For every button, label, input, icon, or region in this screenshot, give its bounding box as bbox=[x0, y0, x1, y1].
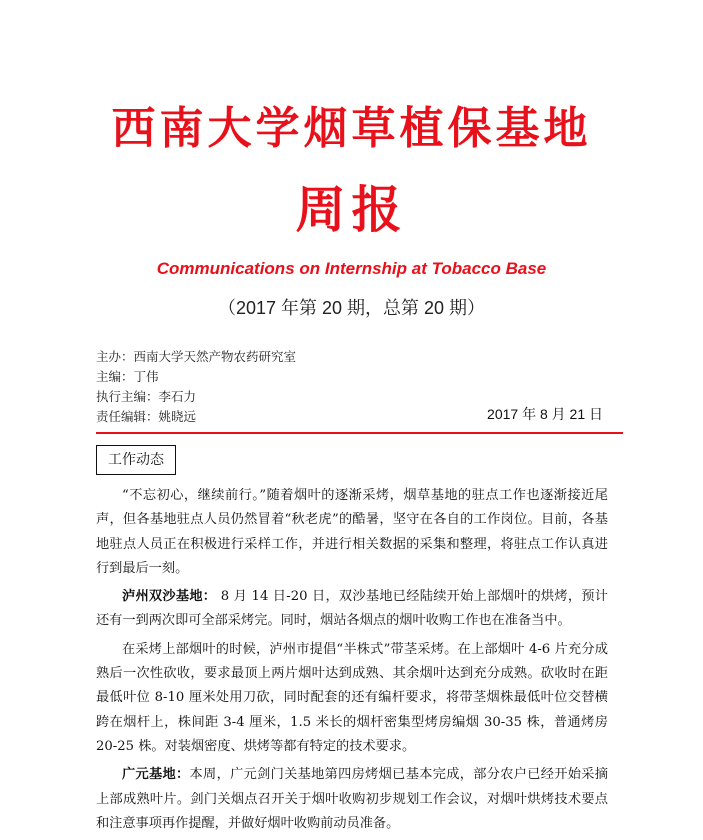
guangyuan-text: 本周，广元剑门关基地第四房烤烟已基本完成，部分农户已经开始采摘上部成熟叶片。剑门关烟点召开关于烟叶收购初步规划工作会议，对烟叶烘烤技术要点和注意事项再作提醒，并做好烟叶收购前动员准备。 bbox=[96, 767, 608, 831]
paragraph-harvest: 在采烤上部烟叶的时候，泸州市提倡“半株式”带茎采烤。在上部烟叶 4-6 片充分成熟后一次性砍收，要求最顶上两片烟叶达到成熟、其余烟叶达到充分成熟。砍收时在距最低叶位 8-10 厘米处用刀砍，同时配套的还有编杆要求，将带茎烟株最低叶位交替横跨在烟杆上，株间距 3-4 厘米，1.5 米长的烟杆密集型烤房编烟 30-35 株，普通烤房 20-25 株。对装烟密度、烘烤等都有特定的技术要求。 bbox=[96, 641, 608, 754]
paragraph-guangyuan bbox=[96, 763, 608, 836]
meta-sponsor: 主办：西南大学天然产物农药研究室 bbox=[96, 349, 297, 364]
luzhou-label: 泸州双沙基地： bbox=[122, 589, 217, 605]
section-title: 工作动态 bbox=[96, 445, 176, 475]
paragraph-luzhou bbox=[96, 585, 608, 634]
paragraph-intro: “不忘初心，继续前行。”随着烟叶的逐渐采烤，烟草基地的驻点工作也逐渐接近尾声，但各基地驻点人员仍然冒着“秋老虎”的酷暑，坚守在各自的工作岗位。目前，各基地驻点人员正在积极进行采样工作，并进行相关数据的采集和整理，将驻点工作认真进行到最后一刻。 bbox=[96, 488, 608, 576]
meta-resp-editor: 责任编辑：姚晓远 bbox=[96, 409, 197, 424]
issue-number: （2017 年第 20 期，总第 20 期） bbox=[217, 298, 486, 318]
header-divider bbox=[96, 432, 623, 434]
page-subtitle: 周报 bbox=[295, 180, 408, 239]
article-body bbox=[96, 484, 608, 840]
english-title: Communications on Internship at Tobacco Base bbox=[156, 259, 547, 278]
guangyuan-label: 广元基地： bbox=[122, 767, 190, 783]
page-title: 西南大学烟草植保基地 bbox=[111, 103, 592, 154]
issue-date: 2017 年 8 月 21 日 bbox=[487, 406, 603, 422]
meta-exec-editor: 执行主编：李石力 bbox=[96, 389, 197, 404]
meta-editor: 主编：丁伟 bbox=[96, 369, 159, 384]
luzhou-text: 8 月 14 日-20 日，双沙基地已经陆续开始上部烟叶的烘烤，预计还有一到两次即可全部采烤完。同时，烟站各烟点的烟叶收购工作也在准备当中。 bbox=[96, 589, 608, 629]
